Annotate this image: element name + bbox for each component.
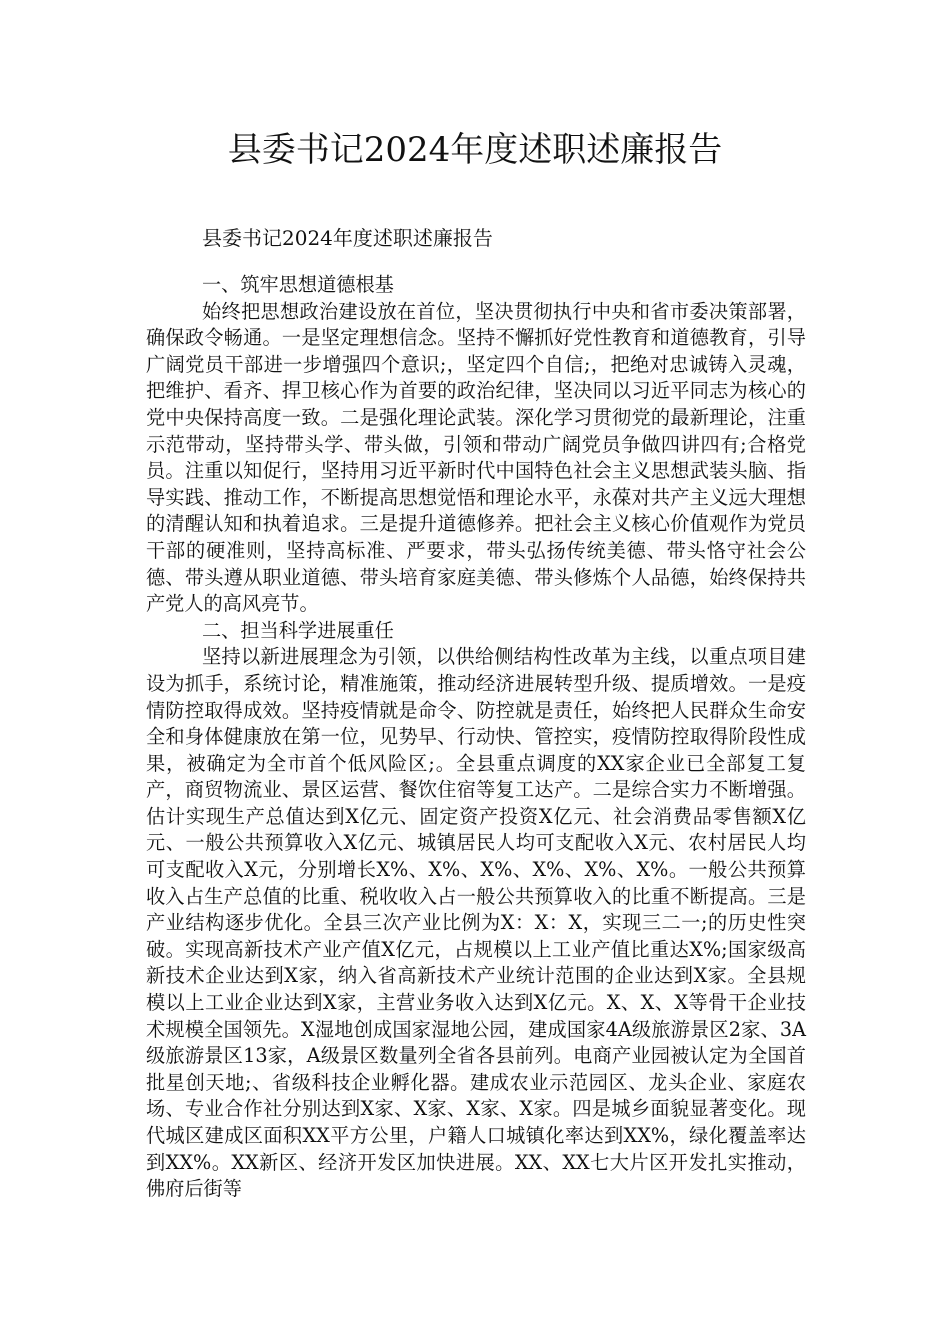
section-paragraph-2: 坚持以新进展理念为引领，以供给侧结构性改革为主线，以重点项目建设为抓手，系统讨论，精准施策，推动经济进展转型升级、提质增效。一是疫情防控取得成效。坚持疫情就是命令、防控就是责任，始终把人民群众生命安全和身体健康放在第一位，见势早、行动快、管控实，疫情防控取得阶段性成果，被确定为全市首个低风险区;。全县重点调度的XX家企业已全部复工复产，商贸物流业、景区运营、餐饮住宿等复工达产。二是综合实力不断增强。估计实现生产总值达到X亿元、固定资产投资X亿元、社会消费品零售额X亿元、一般公共预算收入X亿元、城镇居民人均可支配收入X元、农村居民人均可支配收入X元，分别增长X%、X%、X%、X%、X%、X%。一般公共预算收入占生产总值的比重、税收收入占一般公共预算收入的比重不断提高。三是产业结构逐步优化。全县三次产业比例为X：X：X，实现三二一;的历史性突破。实现高新技术产业产值X亿元，占规模以上工业产值比重达X%;国家级高新技术企业达到X家，纳入省高新技术产业统计范围的企业达到X家。全县规模以上工业企业达到X家，主营业务收入达到X亿元。X、X、X等骨干企业技术规模全国领先。X湿地创成国家湿地公园，建成国家4A级旅游景区2家、3A级旅游景区13家，A级景区数量列全省各县前列。电商产业园被认定为全国首批星创天地;、省级科技企业孵化器。建成农业示范园区、龙头企业、家庭农场、专业合作社分别达到X家、X家、X家、X家。四是城乡面貌显著变化。现代城区建成区面积XX平方公里，户籍人口城镇化率达到XX%，绿化覆盖率达到XX%。XX新区、经济开发区加快进展。XX、XX七大片区开发扎实推动，佛府后街等 [146,645,806,1201]
section-heading-1: 一、筑牢思想道德根基 [202,273,394,296]
section-heading-2: 二、担当科学进展重任 [202,618,394,642]
document-body [146,272,806,1203]
document-title: 县委书记2024年度述职述廉报告 [227,130,723,170]
section-paragraph-1: 始终把思想政治建设放在首位，坚决贯彻执行中央和省市委决策部署，确保政令畅通。一是坚定理想信念。坚持不懈抓好党性教育和道德教育，引导广阔党员干部进一步增强四个意识;，坚定四个自信;，把绝对忠诚铸入灵魂，把维护、看齐、捍卫核心作为首要的政治纪律，坚决同以习近平同志为核心的党中央保持高度一致。二是强化理论武装。深化学习贯彻党的最新理论，注重示范带动，坚持带头学、带头做，引领和带动广阔党员争做四讲四有;合格党员。注重以知促行，坚持用习近平新时代中国特色社会主义思想武装头脑、指导实践、推动工作，不断提高思想觉悟和理论水平，永葆对共产主义远大理想的清醒认知和执着追求。三是提升道德修养。把社会主义核心价值观作为党员干部的硬准则，坚持高标准、严要求，带头弘扬传统美德、带头恪守社会公德、带头遵从职业道德、带头培育家庭美德、带头修炼个人品德，始终保持共产党人的高风亮节。 [146,299,806,616]
document-subtitle: 县委书记2024年度述职述廉报告 [202,226,493,250]
